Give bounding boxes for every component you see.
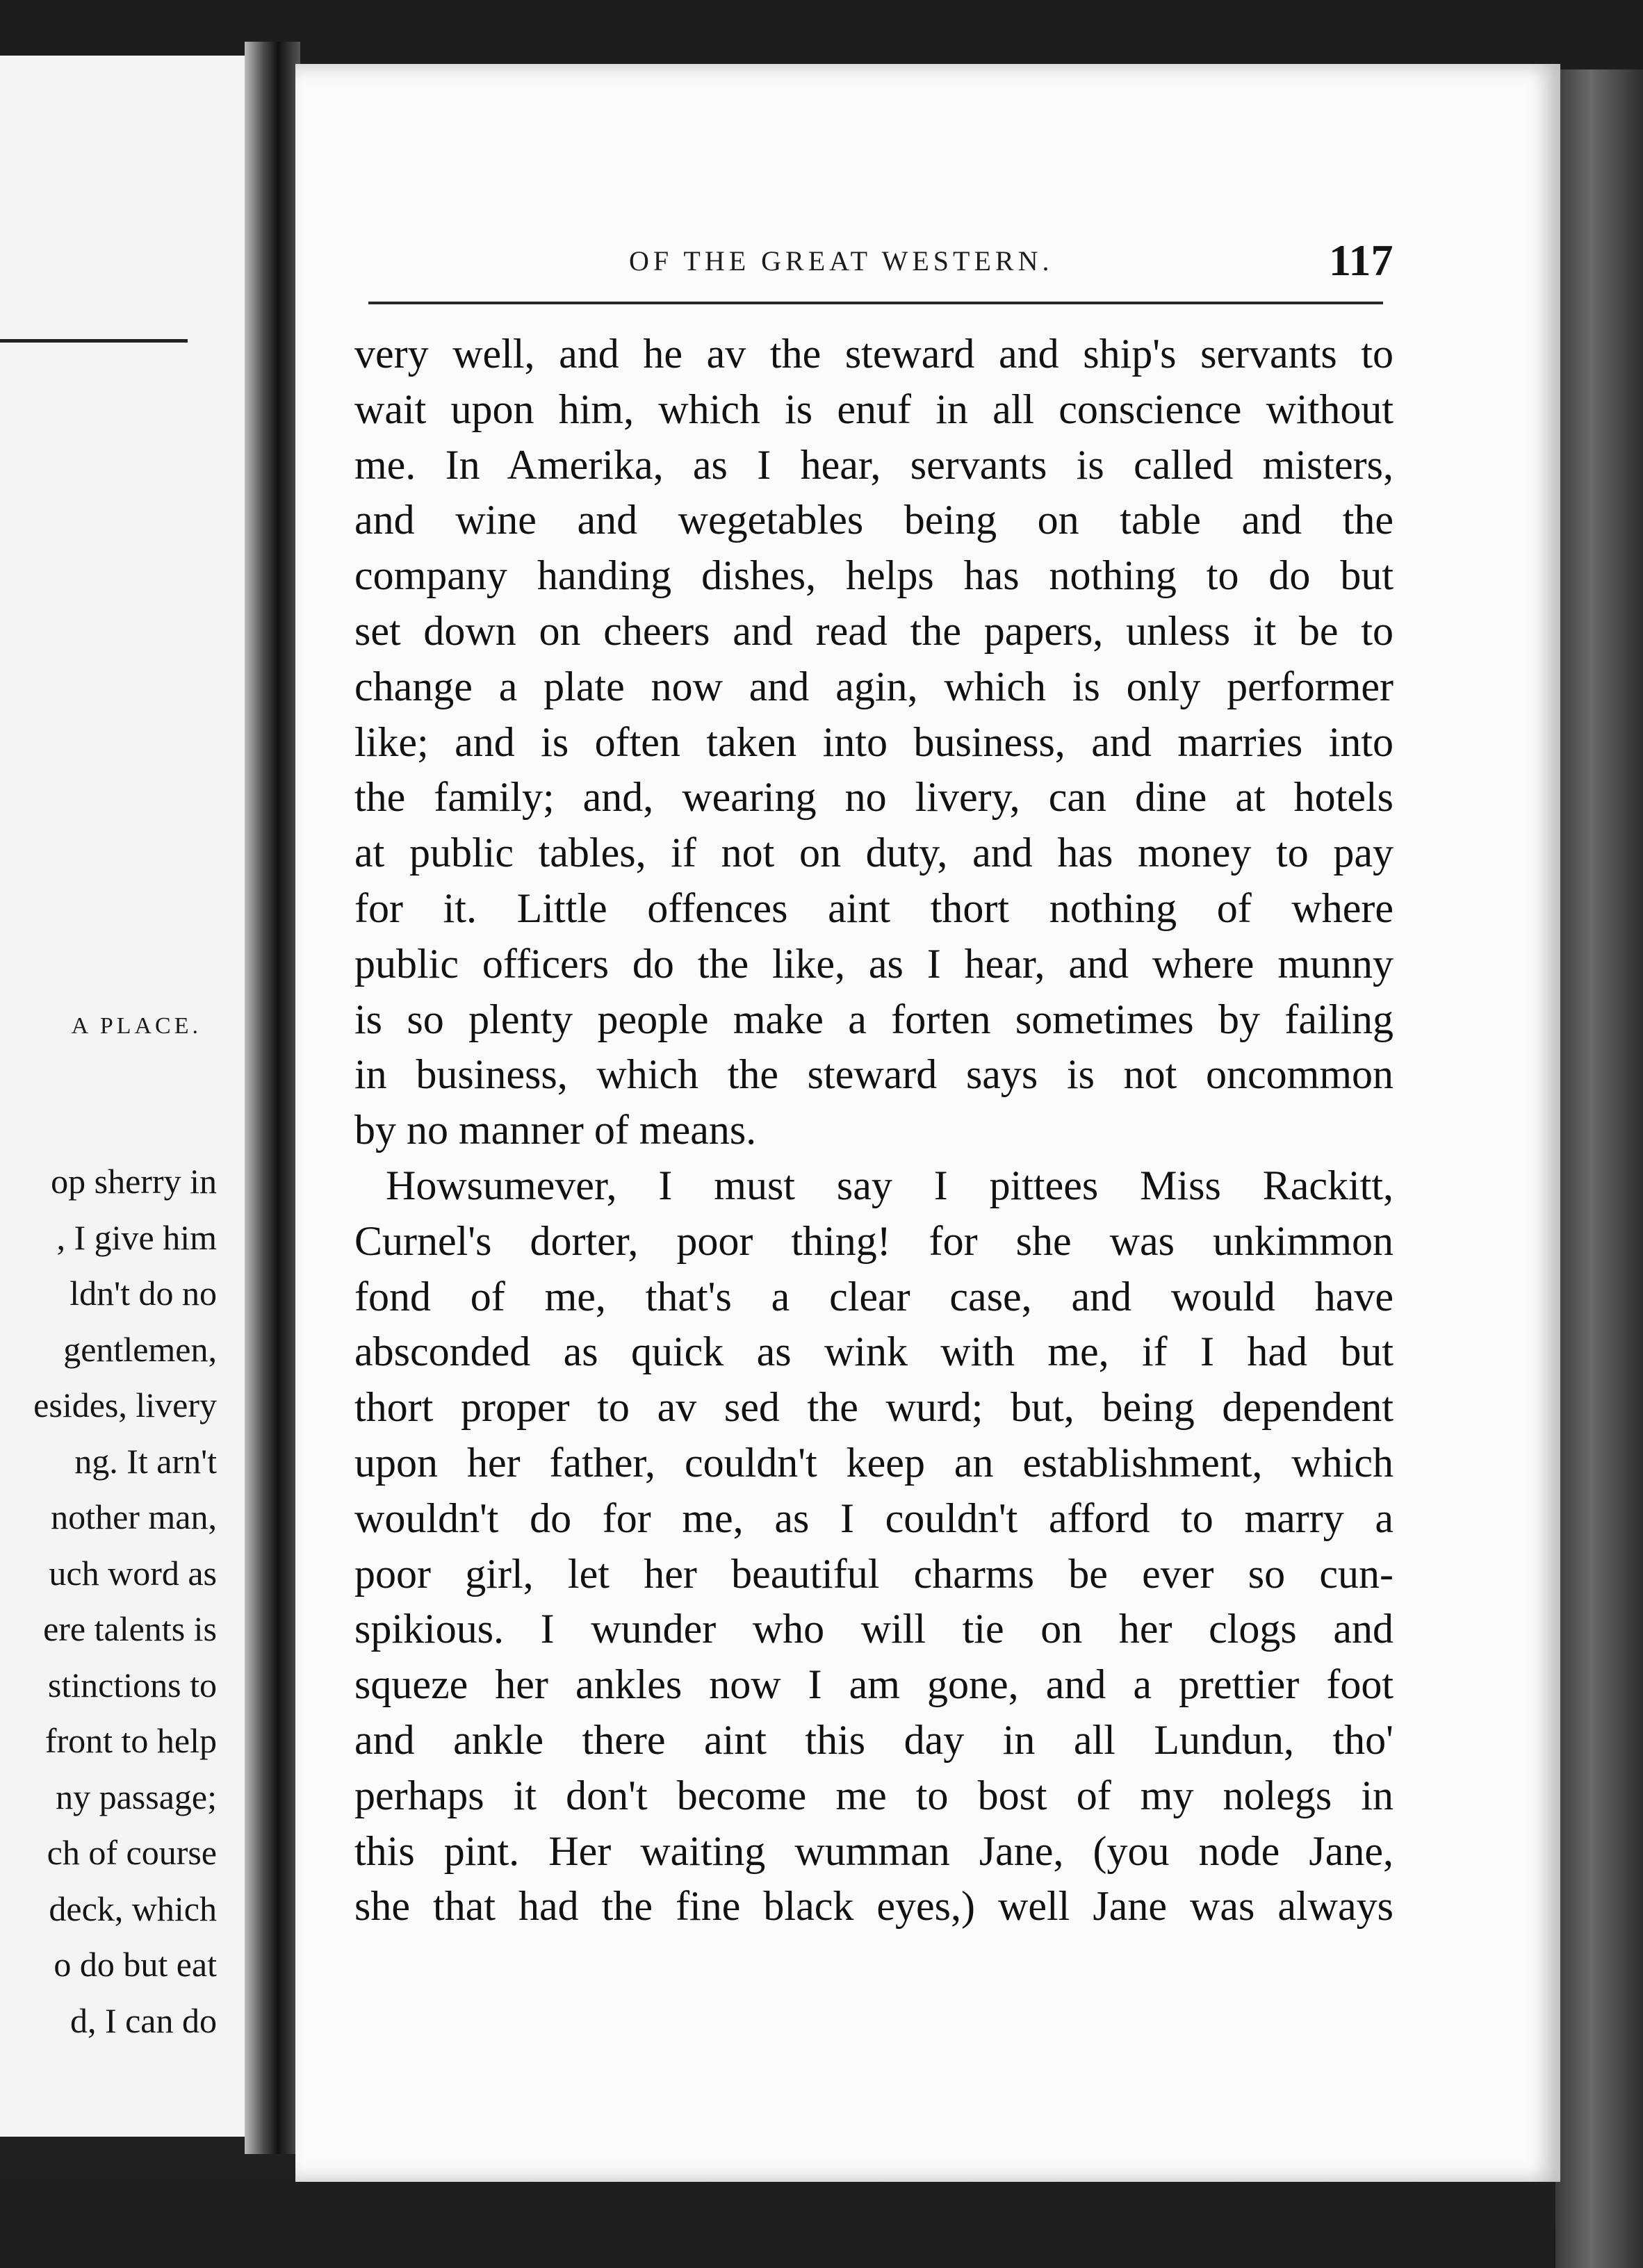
text-line: ng. It arn't: [74, 1441, 217, 1481]
header-rule: [368, 302, 1383, 304]
text-line: she that had the fine black eyes,) well Jane was always: [354, 1883, 1393, 1930]
text-line: and ankle there aint this day in all Lundun, tho': [354, 1716, 1393, 1763]
left-page-heading: A PLACE.: [71, 1013, 202, 1039]
paragraph-start-line: Howsumever, I must say I pittees Miss Rackitt,: [386, 1162, 1393, 1208]
text-line: esides, livery: [33, 1386, 217, 1424]
text-line: change a plate now and agin, which is only performer: [354, 663, 1393, 709]
text-line: the family; and, wearing no livery, can dine at hotels: [354, 774, 1393, 821]
text-line: ny passage;: [56, 1777, 217, 1816]
text-line: very well, and he av the steward and ship's servants to: [354, 331, 1393, 377]
text-line: perhaps it don't become me to bost of my nolegs in: [354, 1772, 1393, 1818]
text-line: upon her father, couldn't keep an establishment, which: [354, 1439, 1393, 1486]
text-line: squeze her ankles now I am gone, and a prettier foot: [354, 1661, 1393, 1708]
text-line: o do but eat: [54, 1945, 217, 1984]
left-page: [0, 56, 250, 2137]
text-line: absconded as quick as wink with me, if I had but: [354, 1329, 1393, 1375]
text-line: d, I can do: [70, 2000, 217, 2040]
paragraph-end-line: by no manner of means.: [354, 1107, 757, 1153]
text-line: set down on cheers and read the papers, unless it be to: [354, 607, 1393, 654]
page-edge: [1555, 69, 1643, 2268]
book-gutter: [245, 42, 300, 2154]
left-page-rule: [0, 339, 188, 343]
text-line: is so plenty people make a forten sometimes by failing: [354, 996, 1393, 1042]
text-line: stinctions to: [47, 1665, 217, 1704]
text-line: me. In Amerika, as I hear, servants is called misters,: [354, 441, 1393, 488]
text-line: ch of course: [47, 1833, 217, 1872]
text-line: op sherry in: [51, 1162, 217, 1201]
text-line: front to help: [44, 1721, 217, 1760]
text-line: poor girl, let her beautiful charms be ever so cun-: [354, 1550, 1393, 1597]
text-line: nother man,: [51, 1497, 217, 1536]
left-page-text: [33, 1153, 217, 2048]
text-line: for it. Little offences aint thort nothing of where: [354, 885, 1393, 931]
text-line: public officers do the like, as I hear, and where munny: [354, 940, 1393, 987]
text-line: , I give him: [56, 1217, 217, 1257]
text-line: fond of me, that's a clear case, and would have: [354, 1273, 1393, 1320]
text-line: spikious. I wunder who will tie on her clogs and: [354, 1606, 1393, 1652]
text-line: Curnel's dorter, poor thing! for she was unkimmon: [354, 1217, 1393, 1264]
text-line: deck, which: [49, 1889, 217, 1928]
text-line: ere talents is: [43, 1609, 217, 1648]
text-line: at public tables, if not on duty, and has money to pay: [354, 830, 1393, 876]
body-text: [354, 327, 1393, 1934]
text-line: wait upon him, which is enuf in all conscience without: [354, 386, 1393, 432]
text-line: this pint. Her waiting wumman Jane, (you node Jane,: [354, 1827, 1393, 1874]
text-line: gentlemen,: [63, 1329, 217, 1369]
text-line: company handing dishes, helps has nothing to do but: [354, 552, 1393, 599]
text-line: uch word as: [49, 1553, 217, 1593]
page-number: 117: [1329, 236, 1393, 285]
text-line: wouldn't do for me, as I couldn't afford to marry a: [354, 1495, 1393, 1541]
running-head: OF THE GREAT WESTERN.: [629, 245, 1054, 277]
text-line: thort proper to av sed the wurd; but, being dependent: [354, 1384, 1393, 1431]
text-line: ldn't do no: [70, 1274, 217, 1313]
text-line: and wine and wegetables being on table and the: [354, 497, 1393, 543]
text-line: in business, which the steward says is not oncommon: [354, 1051, 1393, 1098]
text-line: like; and is often taken into business, and marries into: [354, 718, 1393, 765]
